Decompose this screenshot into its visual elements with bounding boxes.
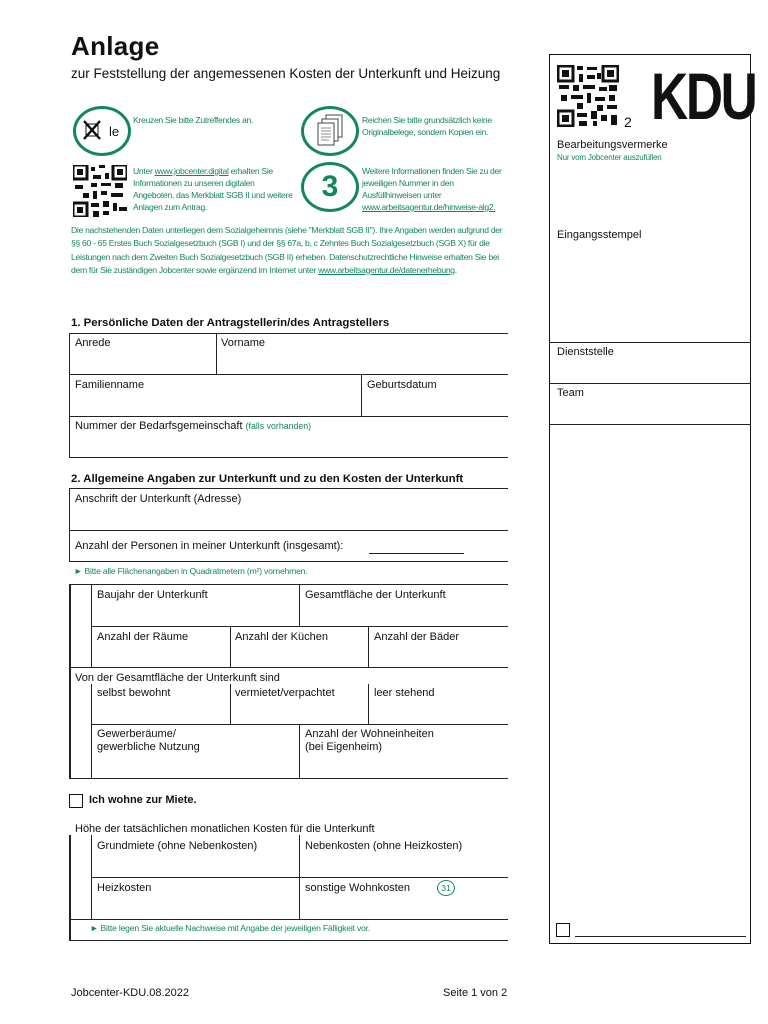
flaeche-hint: ► Bitte alle Flächenangaben in Quadratmetern (m²) vornehmen. — [74, 566, 308, 576]
vermietet-field[interactable]: vermietet/verpachtet — [235, 687, 335, 699]
divider — [230, 684, 231, 724]
form-id: Jobcenter-KDU.08.2022 — [71, 987, 190, 999]
nebenkosten-field[interactable]: Nebenkosten (ohne Heizkosten) — [305, 840, 463, 852]
kuechen-field[interactable]: Anzahl der Küchen — [235, 631, 328, 643]
hint-more-info: Weitere Informationen finden Sie zu der jeweiligen Nummer in den Ausfüllhinweisen unter www.arbeitsagentur.de/hinweise-alg2. — [362, 166, 502, 212]
divider — [69, 333, 508, 334]
divider — [69, 488, 508, 489]
divider — [299, 724, 300, 778]
office-use-panel — [549, 54, 751, 944]
divider — [69, 667, 508, 668]
eingangsstempel-field[interactable]: Eingangsstempel — [557, 229, 642, 241]
nachweis-hint: ► Bitte legen Sie aktuelle Nachweise mit Angabe der jeweiligen Fälligkeit vor. — [90, 923, 370, 933]
divider — [69, 584, 71, 778]
hint-copies: Reichen Sie bitte grundsätzlich keine Originalbelege, sondern Kopien ein. — [362, 115, 492, 137]
hinweise-alg2-link[interactable]: www.arbeitsagentur.de/hinweise-alg2. — [362, 202, 496, 212]
divider — [69, 778, 508, 779]
hint-online: Unter www.jobcenter.digital erhalten Sie Informationen zu unseren digitalen Angeboten, das Merkblatt SGB II und weitere Anlagen zum Antrag. — [133, 166, 293, 212]
raeume-field[interactable]: Anzahl der Räume — [97, 631, 189, 643]
divider — [91, 877, 508, 878]
form-code: KDU — [651, 59, 756, 133]
gesamtflaeche-field[interactable]: Gesamtfläche der Unterkunft — [305, 589, 446, 601]
bearbeitung-label: Bearbeitungsvermerke — [557, 139, 668, 151]
divider — [549, 342, 751, 343]
checkmark-cross-icon — [73, 106, 131, 156]
geburtsdatum-field[interactable]: Geburtsdatum — [367, 379, 437, 391]
page-indicator: Seite 1 von 2 — [443, 987, 508, 999]
divider — [91, 684, 92, 778]
section-1-heading: 1. Persönliche Daten der Antragstellerin/des Antragstellers — [71, 317, 390, 329]
davon-label: Von der Gesamtfläche der Unterkunft sind — [75, 672, 280, 684]
section-2-heading: 2. Allgemeine Angaben zur Unterkunft und zu den Kosten der Unterkunft — [71, 473, 464, 485]
personen-input[interactable] — [369, 553, 464, 554]
gewerbe-field[interactable]: Gewerberäume/ gewerbliche Nutzung — [97, 728, 200, 753]
datenerhebung-link[interactable]: www.arbeitsagentur.de/datenerhebung — [318, 264, 455, 275]
divider — [69, 488, 70, 561]
divider — [368, 626, 369, 667]
personen-label: Anzahl der Personen in meiner Unterkunft (insgesamt): — [75, 540, 344, 552]
privacy-notice: Die nachstehenden Daten unterliegen dem Sozialgeheimnis (siehe "Merkblatt SGB II"). Ihre Angaben werden aufgrund der §§ 60 - 65 Erstes Buch Sozialgesetzbuch (SGB I) und der §§ 67a, b, c Zehntes Buch Sozialgesetzbuch (SGB X) für die Leistungen nach dem Zweiten Buch Sozialgesetzbuch (SGB II) erheben. Datenschutzrechtliche Hinweise erhalten Sie bei dem für Sie zuständigen Jobcenter sowie ergänzend im Internet unter www.arbeitsagentur.de/datenerhebung. — [71, 225, 503, 275]
page-number: 2 — [624, 114, 632, 130]
hint-number-badge: 31 — [437, 880, 455, 896]
documents-copy-icon — [301, 106, 359, 156]
miete-checkbox[interactable] — [69, 794, 83, 808]
divider — [69, 457, 508, 458]
divider — [69, 530, 508, 531]
divider — [69, 584, 508, 585]
bg-nummer-field[interactable]: Nummer der Bedarfsgemeinschaft (falls vorhanden) — [75, 420, 312, 432]
divider — [549, 383, 751, 384]
team-field[interactable]: Team — [557, 387, 584, 399]
baujahr-field[interactable]: Baujahr der Unterkunft — [97, 589, 208, 601]
selbst-bewohnt-field[interactable]: selbst bewohnt — [97, 687, 171, 699]
wohneinheiten-field[interactable]: Anzahl der Wohneinheiten (bei Eigenheim) — [305, 728, 434, 753]
hint-cross: Kreuzen Sie bitte Zutreffendes an. — [133, 115, 254, 125]
jobcenter-digital-link[interactable]: www.jobcenter.digital — [154, 166, 229, 176]
familienname-field[interactable]: Familienname — [75, 379, 145, 391]
anrede-field[interactable]: Anrede — [75, 337, 111, 349]
page-title: Anlage — [71, 31, 160, 61]
grundmiete-field[interactable]: Grundmiete (ohne Nebenkosten) — [97, 840, 258, 852]
divider — [69, 561, 508, 562]
sonstige-field[interactable]: sonstige Wohnkosten — [305, 882, 410, 894]
divider — [361, 374, 362, 416]
number-three-icon: 3 — [301, 162, 359, 212]
divider — [549, 424, 751, 425]
divider — [299, 584, 300, 626]
divider — [69, 919, 508, 920]
office-checkbox[interactable] — [556, 923, 570, 937]
divider — [69, 333, 70, 457]
divider — [69, 374, 508, 375]
baeder-field[interactable]: Anzahl der Bäder — [374, 631, 459, 643]
miete-label: Ich wohne zur Miete. — [89, 794, 197, 806]
kosten-heading: Höhe der tatsächlichen monatlichen Kosten für die Unterkunft — [75, 823, 375, 835]
divider — [69, 940, 508, 941]
page-subtitle: zur Feststellung der angemessenen Kosten der Unterkunft und Heizung — [71, 66, 501, 81]
divider — [69, 835, 71, 941]
qr-code-icon — [73, 165, 127, 217]
anschrift-field[interactable]: Anschrift der Unterkunft (Adresse) — [75, 493, 242, 505]
office-signature-line[interactable] — [575, 936, 746, 937]
heizkosten-field[interactable]: Heizkosten — [97, 882, 152, 894]
divider — [216, 333, 217, 375]
divider — [368, 684, 369, 724]
bearbeitung-note: Nur vom Jobcenter auszufüllen — [557, 153, 662, 162]
vorname-field[interactable]: Vorname — [221, 337, 266, 349]
divider — [69, 416, 508, 417]
cross-icon-text: le — [109, 124, 120, 139]
leer-stehend-field[interactable]: leer stehend — [374, 687, 435, 699]
qr-code-icon — [557, 65, 619, 127]
divider — [91, 626, 508, 627]
divider — [230, 626, 231, 667]
dienststelle-field[interactable]: Dienststelle — [557, 346, 614, 358]
